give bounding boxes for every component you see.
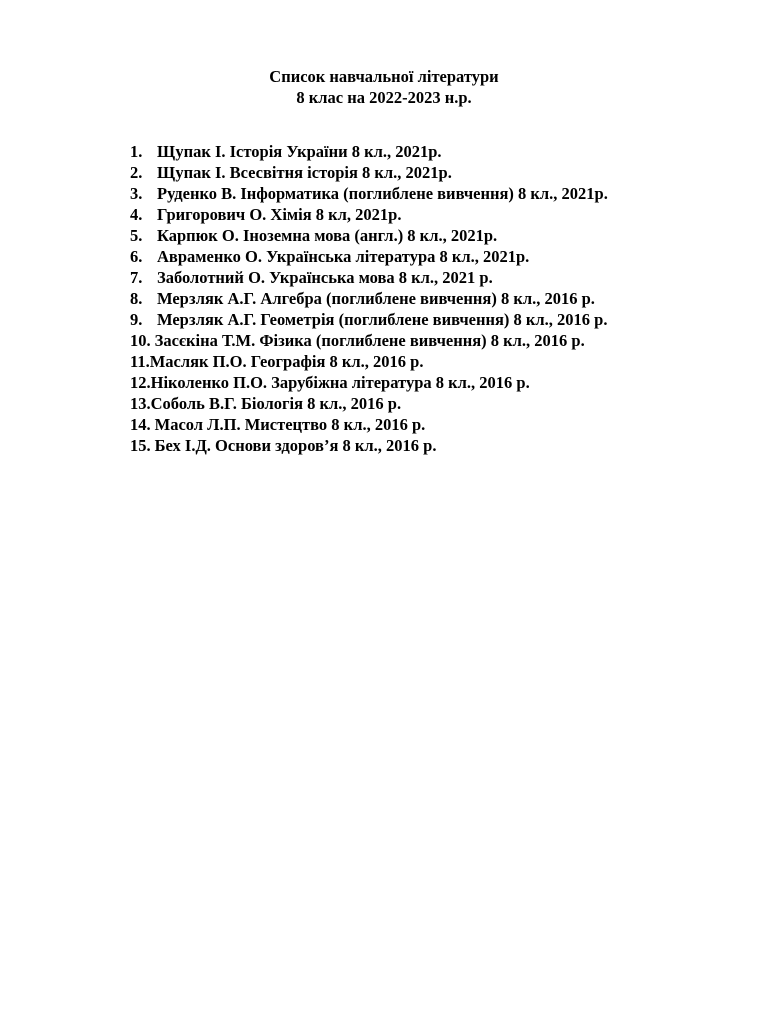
item-number: 12. <box>130 373 151 392</box>
item-text: Руденко В. Інформатика (поглиблене вивчення) 8 кл., 2021р. <box>157 184 608 203</box>
document-title <box>0 66 768 108</box>
item-text: Карпюк О. Іноземна мова (англ.) 8 кл., 2021р. <box>157 226 498 245</box>
item-text: Масляк П.О. Географія 8 кл., 2016 р. <box>149 352 424 371</box>
item-text: Авраменко О. Українська література 8 кл., 2021р. <box>157 247 530 266</box>
item-number: 5. <box>130 226 143 245</box>
item-number: 6. <box>130 247 143 266</box>
item-text: Щупак І. Історія України 8 кл., 2021р. <box>157 142 442 161</box>
item-number: 4. <box>130 205 143 224</box>
list-item <box>130 393 750 414</box>
literature-list <box>130 141 750 456</box>
item-text: Щупак І. Всесвітня історія 8 кл., 2021р. <box>157 163 452 182</box>
list-item <box>130 204 750 225</box>
item-number: 14. <box>130 415 151 434</box>
item-number: 2. <box>130 163 143 182</box>
list-item <box>130 183 750 204</box>
item-text: Ніколенко П.О. Зарубіжна література 8 кл., 2016 р. <box>150 373 530 392</box>
item-number: 3. <box>130 184 143 203</box>
item-text: Засєкіна Т.М. Фізика (поглиблене вивчення) 8 кл., 2016 р. <box>154 331 585 350</box>
list-item <box>130 435 750 456</box>
title-line-1: Список навчальної літератури <box>269 67 499 86</box>
list-item <box>130 351 750 372</box>
item-text: Григорович О. Хімія 8 кл, 2021р. <box>157 205 402 224</box>
item-number: 13. <box>130 394 151 413</box>
item-text: Мерзляк А.Г. Алгебра (поглиблене вивчення) 8 кл., 2016 р. <box>157 289 595 308</box>
item-text: Масол Л.П. Мистецтво 8 кл., 2016 р. <box>154 415 426 434</box>
item-text: Бех І.Д. Основи здоров’я 8 кл., 2016 р. <box>154 436 437 455</box>
item-number: 15. <box>130 436 151 455</box>
item-text: Соболь В.Г. Біологія 8 кл., 2016 р. <box>150 394 402 413</box>
item-number: 7. <box>130 268 143 287</box>
item-text: Мерзляк А.Г. Геометрія (поглиблене вивчення) 8 кл., 2016 р. <box>157 310 608 329</box>
list-item <box>130 225 750 246</box>
item-number: 11. <box>130 352 150 371</box>
item-text: Заболотний О. Українська мова 8 кл., 2021 р. <box>157 268 493 287</box>
list-item <box>130 141 750 162</box>
list-item <box>130 162 750 183</box>
list-item <box>130 246 750 267</box>
list-item <box>130 309 750 330</box>
list-item <box>130 288 750 309</box>
item-number: 9. <box>130 310 143 329</box>
list-item <box>130 267 750 288</box>
item-number: 8. <box>130 289 143 308</box>
title-line-2: 8 клас на 2022-2023 н.р. <box>296 88 472 107</box>
list-item <box>130 372 750 393</box>
list-item <box>130 330 750 351</box>
list-item <box>130 414 750 435</box>
item-number: 1. <box>130 142 143 161</box>
item-number: 10. <box>130 331 151 350</box>
